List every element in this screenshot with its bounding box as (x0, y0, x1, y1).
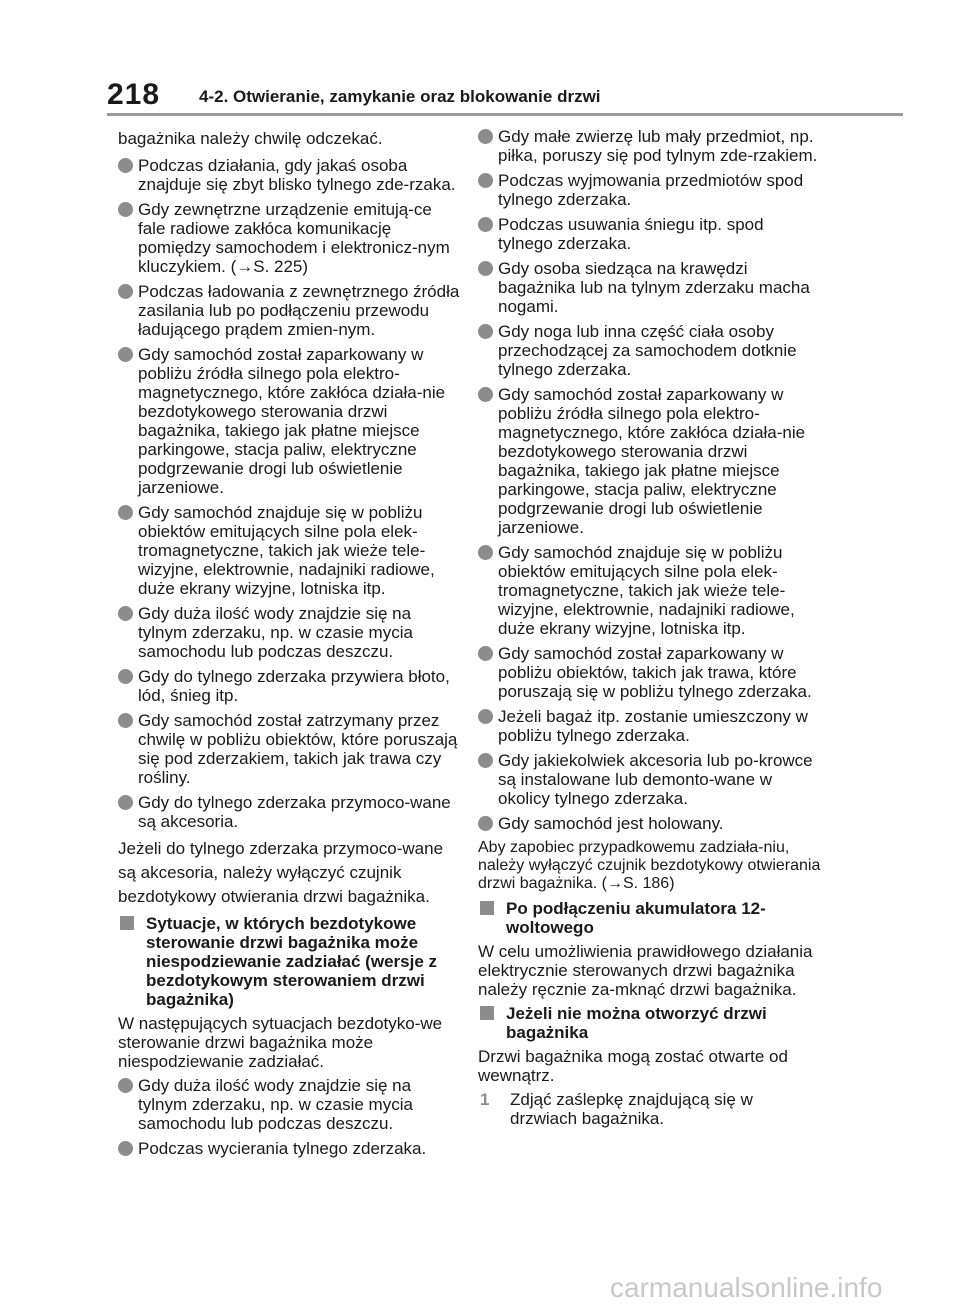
bullet-icon (478, 816, 493, 831)
list-item: Gdy małe zwierzę lub mały przedmiot, np. piłka, poruszy się pod tylnym zde-rzakiem. (478, 127, 823, 165)
list-item: Jeżeli bagaż itp. zostanie umieszczony w pobliżu tylnego zderzaka. (478, 707, 823, 745)
bullet-list-3 (478, 127, 823, 833)
bullet-icon (118, 505, 133, 520)
bullet-icon (478, 217, 493, 232)
list-item: Gdy noga lub inna część ciała osoby przechodzącej za samochodem dotknie tylnego zderzaka. (478, 322, 823, 379)
note-text: Aby zapobiec przypadkowemu zadziała-niu, należy wyłączyć czujnik bezdotykowy otwierania drzwi bagażnika. (→S. 186) (478, 839, 821, 892)
list-item: Gdy samochód został zatrzymany przez chwilę w pobliżu obiektów, które poruszają się pod zderzakiem, takich jak trawa czy rośliny. (118, 711, 463, 787)
list-item: Gdy samochód znajduje się w pobliżu obiektów emitujących silne pola elek-tromagnetyczne, takich jak wieże tele-wizyjne, elektrownie, nadajniki radiowe, duże ekrany wizyjne, lotniska itp. (118, 503, 463, 598)
list-item: Gdy zewnętrzne urządzenie emitują-ce fale radiowe zakłóca komunikację pomiędzy samochodem i elektronicz-nym kluczykiem. (→S. 225) (118, 200, 463, 276)
list-item: Gdy samochód został zaparkowany w pobliżu obiektów, takich jak trawa, które poruszają się w pobliżu tylnego zderzaka. (478, 644, 823, 701)
page-header (107, 78, 907, 112)
bullet-icon (478, 709, 493, 724)
list-item: Gdy samochód znajduje się w pobliżu obiektów emitujących silne pola elek-tromagnetyczne, takich jak wieże tele-wizyjne, elektrownie, nadajniki radiowe, duże ekrany wizyjne, lotniska itp. (478, 543, 823, 638)
square-bullet-icon (480, 901, 494, 915)
bullet-icon (118, 795, 133, 810)
intro-text: bagażnika należy chwilę odczekać. (118, 129, 383, 148)
list-item: Gdy jakiekolwiek akcesoria lub po-krowce są instalowane lub demonto-wane w okolicy tylnego zderzaka. (478, 751, 823, 808)
list-item: Podczas ładowania z zewnętrznego źródła zasilania lub po podłączeniu przewodu ładującego prądem zmien-nym. (118, 282, 463, 339)
section-heading: Jeżeli nie można otworzyć drzwi bagażnika (478, 1004, 823, 1042)
bullet-icon (118, 202, 133, 217)
paragraph: Drzwi bagażnika mogą zostać otwarte od wewnątrz. (478, 1047, 788, 1085)
bullet-icon (118, 347, 133, 362)
header-divider (107, 113, 903, 116)
bullet-list-1 (118, 156, 463, 831)
bullet-icon (118, 1078, 133, 1093)
list-item: Podczas wyjmowania przedmiotów spod tylnego zderzaka. (478, 171, 823, 209)
list-item: Gdy duża ilość wody znajdzie się na tylnym zderzaku, np. w czasie mycia samochodu lub podczas deszczu. (118, 604, 463, 661)
list-item: Podczas usuwania śniegu itp. spod tylnego zderzaka. (478, 215, 823, 253)
bullet-icon (478, 173, 493, 188)
section-heading: Sytuacje, w których bezdotykowe sterowanie drzwi bagażnika może niespodziewanie zadziałać (wersje z bezdotykowym sterowaniem drzwi bagażnika) (118, 914, 463, 1009)
square-bullet-icon (120, 916, 134, 930)
list-item: Gdy do tylnego zderzaka przywiera błoto, lód, śnieg itp. (118, 667, 463, 705)
bullet-icon (478, 129, 493, 144)
list-item: Gdy osoba siedząca na krawędzi bagażnika lub na tylnym zderzaku macha nogami. (478, 259, 823, 316)
bullet-icon (118, 669, 133, 684)
step-text: Zdjąć zaślepkę znajdującą się w drzwiach bagażnika. (510, 1090, 753, 1128)
bullet-icon (478, 753, 493, 768)
list-item: Podczas działania, gdy jakaś osoba znajduje się zbyt blisko tylnego zde-rzaka. (118, 156, 463, 194)
bullet-icon (118, 158, 133, 173)
square-bullet-icon (480, 1006, 494, 1020)
bullet-icon (478, 545, 493, 560)
bullet-icon (478, 324, 493, 339)
bullet-icon (118, 713, 133, 728)
chapter-title: 4-2. Otwieranie, zamykanie oraz blokowanie drzwi (199, 87, 601, 106)
bullet-icon (118, 284, 133, 299)
bullet-icon (478, 387, 493, 402)
watermark: carmanualsonline.info (610, 1272, 883, 1303)
list-item: Podczas wycierania tylnego zderzaka. (118, 1139, 463, 1158)
paragraph: Jeżeli do tylnego zderzaka przymoco-wane są akcesoria, należy wyłączyć czujnik bezdotykowy otwierania drzwi bagażnika. (118, 839, 444, 906)
list-item: Gdy samochód został zaparkowany w pobliżu źródła silnego pola elektro-magnetycznego, które zakłóca działa-nie bezdotykowego sterowania drzwi bagażnika, takiego jak płatne miejsce parkingowe, stacja paliw, elektryczne podgrzewanie drogi lub oświetlenie jarzeniowe. (478, 385, 823, 537)
paragraph: W celu umożliwienia prawidłowego działania elektrycznie sterowanych drzwi bagażnika należy ręcznie za-mknąć drzwi bagażnika. (478, 942, 813, 999)
page-number: 218 (107, 78, 161, 111)
bullet-icon (118, 606, 133, 621)
step-item (478, 1090, 823, 1128)
bullet-icon (118, 1141, 133, 1156)
list-item: Gdy duża ilość wody znajdzie się na tylnym zderzaku, np. w czasie mycia samochodu lub podczas deszczu. (118, 1076, 463, 1133)
step-number: 1 (480, 1090, 490, 1109)
section-heading: Po podłączeniu akumulatora 12-woltowego (478, 899, 823, 937)
list-item: Gdy do tylnego zderzaka przymoco-wane są akcesoria. (118, 793, 463, 831)
list-item: Gdy samochód jest holowany. (478, 814, 823, 833)
paragraph: W następujących sytuacjach bezdotyko-we sterowanie drzwi bagażnika może niespodziewanie zadziałać. (118, 1014, 443, 1071)
right-column (478, 127, 823, 1133)
left-column (118, 127, 463, 1164)
list-item: Gdy samochód został zaparkowany w pobliżu źródła silnego pola elektro-magnetycznego, które zakłóca działa-nie bezdotykowego sterowania drzwi bagażnika, takiego jak płatne miejsce parkingowe, stacja paliw, elektryczne podgrzewanie drogi lub oświetlenie jarzeniowe. (118, 345, 463, 497)
bullet-list-2 (118, 1076, 463, 1158)
bullet-icon (478, 646, 493, 661)
bullet-icon (478, 261, 493, 276)
